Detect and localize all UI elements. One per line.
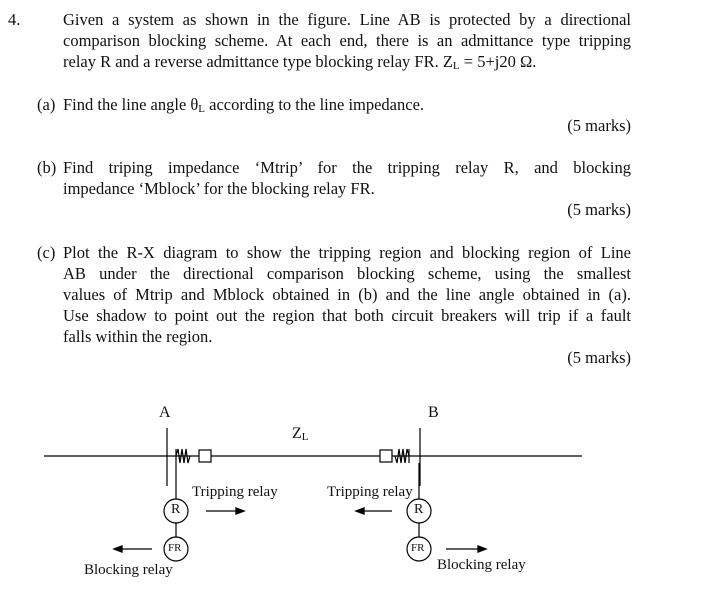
part-b-label: (b) [37, 158, 57, 177]
part-b-marks: (5 marks) [567, 200, 631, 219]
right-block-arrow-head [478, 546, 486, 552]
left-tripping-relay-label: Tripping relay [192, 484, 278, 500]
question-number: 4. [8, 10, 21, 29]
left-blocking-relay-label: Blocking relay [84, 562, 173, 578]
left-trip-arrow-head [236, 508, 244, 514]
part-a-sub: L [198, 103, 206, 115]
line-impedance-label [292, 425, 309, 443]
part-a-text-end: according to the line impedance. [205, 95, 425, 114]
part-c-line-1: Plot the R-X diagram to show the tripping region and blocking region of Line [63, 243, 631, 262]
part-c-label: (c) [37, 243, 56, 262]
bus-a-label: A [159, 404, 171, 421]
intro-line-3-text: relay R and a reverse admittance type blocking relay FR. Z [63, 52, 453, 71]
intro-sub: L [452, 60, 460, 72]
right-blocking-relay-label: Blocking relay [437, 557, 526, 573]
part-c-line-2: AB under the directional comparison blocking scheme, using the smallest [63, 264, 631, 283]
right-breaker [380, 450, 392, 462]
left-relay-fr-label: FR [168, 542, 182, 554]
left-breaker [199, 450, 211, 462]
part-c-line-3: values of Mtrip and Mblock obtained in (b) and the line angle obtained in (a). [63, 285, 631, 304]
right-trip-arrow-head [356, 508, 364, 514]
right-relay-fr-label: FR [411, 542, 425, 554]
intro-line-1: Given a system as shown in the figure. Line AB is protected by a directional [63, 10, 631, 29]
part-b-line-2: impedance ‘Mblock’ for the blocking relay FR. [63, 179, 375, 198]
bus-b-label: B [428, 404, 439, 421]
left-block-arrow-head [114, 546, 122, 552]
part-c-line-4: Use shadow to point out the region that both circuit breakers will trip if a fault [63, 306, 631, 325]
zl-text: Z [292, 425, 302, 442]
part-c-line-5: falls within the region. [63, 327, 213, 346]
part-a-label: (a) [37, 95, 56, 114]
part-c-marks: (5 marks) [567, 348, 631, 367]
right-relay-r-label: R [414, 502, 424, 517]
zl-sub: L [301, 431, 309, 443]
left-relay-r-label: R [171, 502, 181, 517]
right-tripping-relay-label: Tripping relay [327, 484, 413, 500]
intro-line-3-end: = 5+j20 Ω. [459, 52, 537, 71]
part-a-marks: (5 marks) [567, 116, 631, 135]
intro-line-2: comparison blocking scheme. At each end, there is an admittance type tripping [63, 31, 631, 50]
part-b-line-1: Find triping impedance ‘Mtrip’ for the tripping relay R, and blocking [63, 158, 631, 177]
part-a-text-start: Find the line angle θ [63, 95, 199, 114]
